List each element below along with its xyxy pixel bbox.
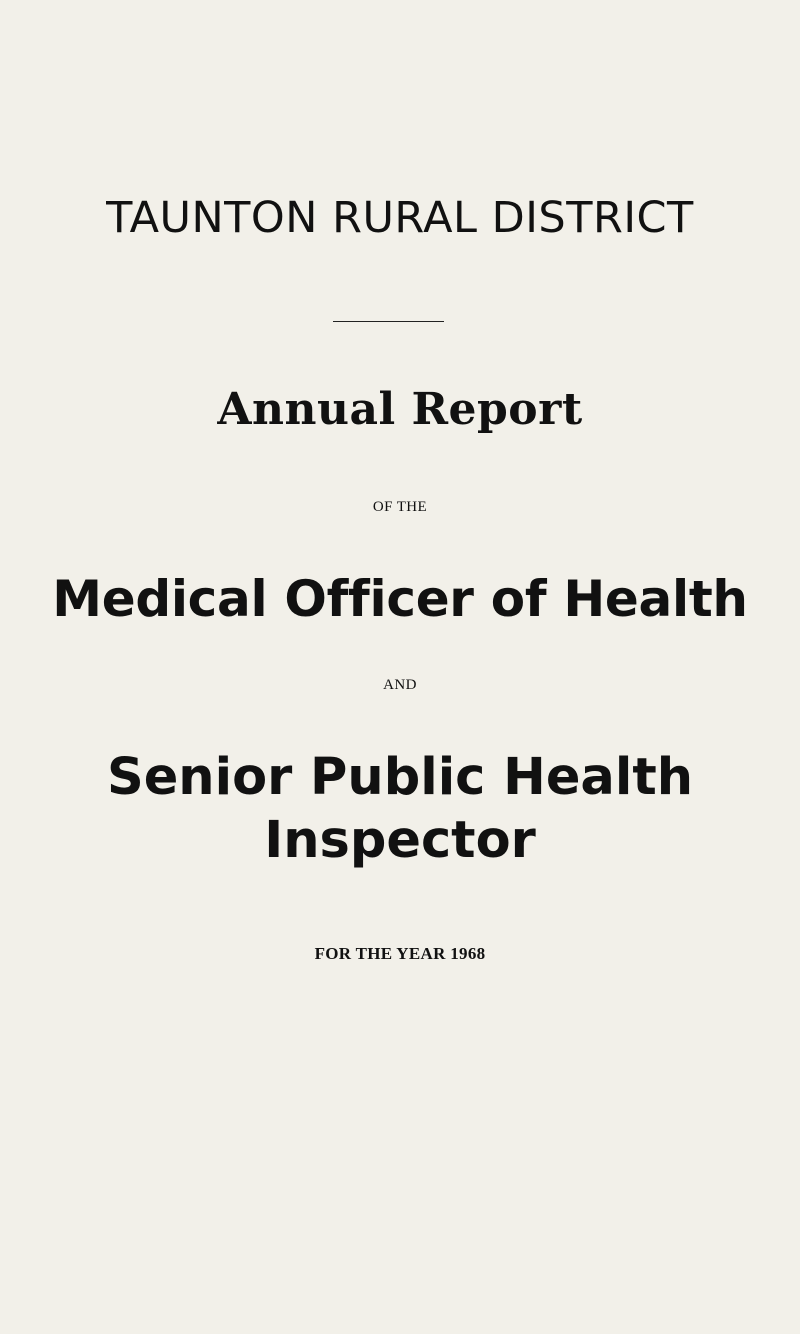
inspector-title-line-1: Senior Public Health [106, 748, 694, 807]
report-title: Annual Report [217, 384, 583, 435]
title-divider [333, 321, 444, 322]
officer-title: Medical Officer of Health [52, 570, 748, 628]
district-title: TAUNTON RURAL DISTRICT [106, 193, 694, 243]
and-label: AND [383, 677, 417, 693]
year-label: FOR THE YEAR 1968 [314, 944, 486, 963]
of-the-label: OF THE [372, 499, 428, 515]
inspector-title-line-2: Inspector [264, 811, 536, 870]
